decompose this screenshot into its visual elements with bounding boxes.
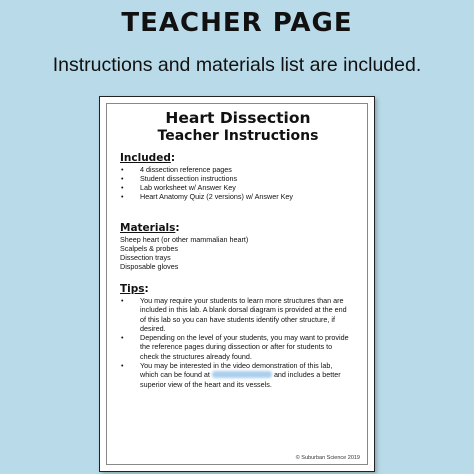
included-list [120, 165, 360, 201]
document-page [99, 96, 375, 472]
list-item: • Lab worksheet w/ Answer Key [120, 183, 360, 192]
list-item: • Student dissection instructions [120, 174, 360, 183]
banner-title: TEACHER PAGE [121, 8, 353, 38]
list-item: Disposable gloves [120, 262, 179, 271]
tip-text: You may be interested in the video demonstration of this lab, which can be found at [140, 361, 333, 380]
list-item: Sheep heart (or other mammalian heart) [120, 235, 249, 244]
list-item: • You may require your students to learn more structures than are included in this lab. A blank dorsal diagram is provided at the end of this lab so you can have students identify other structure, if desired. [120, 296, 352, 333]
included-heading: Included: [120, 152, 176, 164]
list-item: • Depending on the level of your students, you may want to provide the reference pages during dissection or after for students to check the structures already found. [120, 333, 352, 361]
tip-text: and includes a better superior view of the heart and its vessels. [140, 370, 341, 389]
copyright: © Suburban Science 2019 [295, 455, 360, 461]
banner-subtitle: Instructions and materials list are included. [52, 54, 422, 76]
list-item [120, 361, 352, 389]
list-item: Dissection trays [120, 253, 171, 262]
list-item: Scalpels & probes [120, 244, 178, 253]
list-item: • 4 dissection reference pages [120, 165, 360, 174]
tips-list [120, 296, 352, 389]
materials-heading: Materials: [120, 222, 180, 234]
list-item: • Heart Anatomy Quiz (2 versions) w/ Answer Key [120, 192, 360, 201]
blurred-link[interactable] [212, 371, 272, 378]
document-subtitle: Teacher Instructions [157, 128, 319, 144]
tips-heading: Tips: [120, 283, 149, 295]
document-title: Heart Dissection [165, 109, 311, 127]
materials-list [120, 235, 360, 271]
